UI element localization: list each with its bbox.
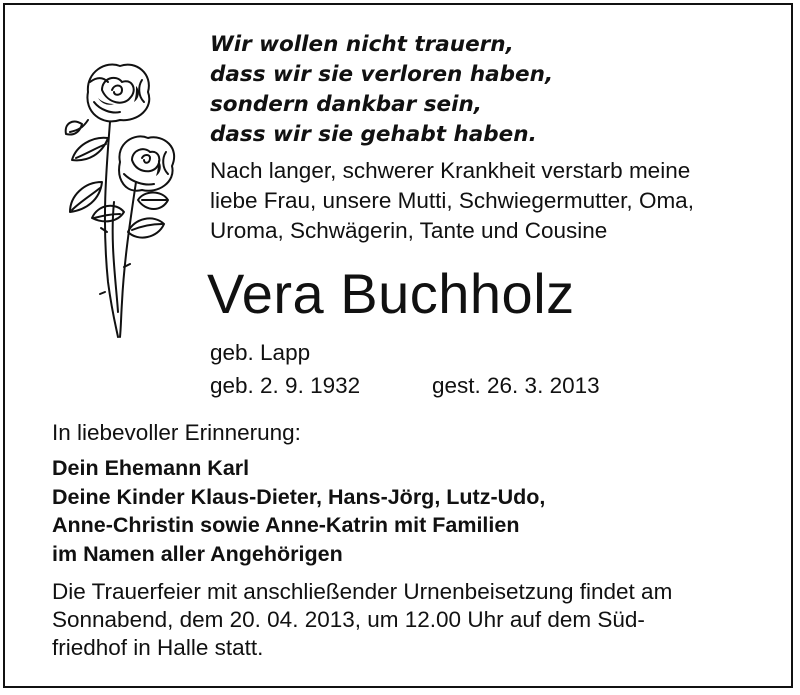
deceased-name: Vera Buchholz: [207, 262, 575, 325]
intro-text: [210, 156, 694, 246]
intro-line: Uroma, Schwägerin, Tante und Cousine: [210, 218, 608, 243]
poem-line: sondern dankbar sein,: [210, 92, 482, 117]
maiden-name: geb. Lapp: [210, 340, 311, 365]
birth-date: geb. 2. 9. 1932: [210, 373, 361, 398]
mourner-line: Deine Kinder Klaus-Dieter, Hans-Jörg, Lutz-Udo,: [52, 484, 546, 509]
poem-line: dass wir sie gehabt haben.: [210, 122, 537, 147]
rose-icon: [58, 52, 178, 342]
intro-line: Nach langer, schwerer Krankheit verstarb meine: [210, 158, 691, 183]
notice-line: friedhof in Halle statt.: [52, 635, 264, 660]
intro-line: liebe Frau, unsere Mutti, Schwiegermutter, Oma,: [210, 188, 694, 213]
death-date: gest. 26. 3. 2013: [432, 373, 600, 398]
mourner-line: Anne-Christin sowie Anne-Katrin mit Familien: [52, 513, 520, 537]
mourner-line: im Namen aller Angehörigen: [52, 541, 343, 566]
mourner-line: Dein Ehemann Karl: [52, 456, 250, 480]
memory-label: In liebevoller Erinnerung:: [52, 420, 301, 445]
notice-line: Sonnabend, dem 20. 04. 2013, um 12.00 Uhr auf dem Süd-: [52, 607, 645, 632]
poem: [210, 30, 553, 150]
poem-line: dass wir sie verloren haben,: [210, 62, 554, 87]
notice-line: Die Trauerfeier mit anschließender Urnenbeisetzung findet am: [52, 579, 673, 604]
funeral-notice: [52, 578, 672, 662]
life-dates: [210, 371, 600, 401]
poem-line: Wir wollen nicht trauern,: [210, 32, 514, 57]
mourners-list: [52, 454, 545, 568]
